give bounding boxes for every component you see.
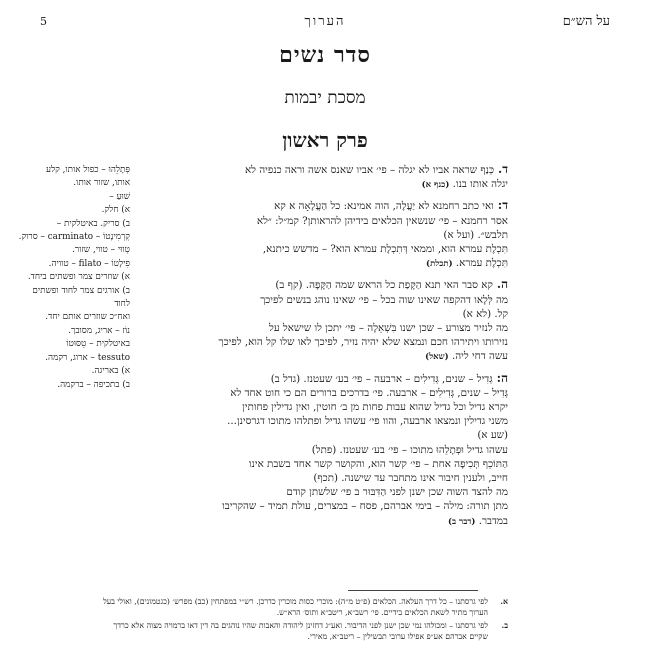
entry-line-text: קא סבר האי תנא הַקָּפַת כל הראש שמה הַקָּפָה. (קף ב)	[275, 279, 493, 292]
running-header	[40, 12, 610, 30]
footnote-divider	[348, 590, 478, 591]
entry-line	[138, 307, 508, 321]
side-note: באיטלקית – טֵסּוּטוֹ	[66, 339, 130, 350]
entry-line	[138, 256, 508, 271]
side-note: טְווּי – טווי, שזור.	[72, 245, 130, 256]
side-note: א) שוזרים צמר ופשתים ביחד.	[27, 272, 130, 283]
footnotes-section	[98, 596, 508, 644]
entry-line-text: (שע א)	[477, 429, 508, 442]
entry-line-text: גְּדִיל – שנים, גְּדִילִים – ארבעה. פי׳ בדרכים ברורים הם כי חוט אחד לא	[230, 386, 508, 399]
entry-line-text: יגלה אותו בנו.	[452, 178, 508, 191]
entry-folio-marker: ה:	[496, 370, 508, 385]
entry-line-text: הַתּוֹכֵף תְּכִיפָה אחת – פי׳ קשר הוא, והקושר קשר אחד בשבת אינו	[248, 457, 508, 470]
footnote-mark: א.	[500, 597, 508, 606]
entry-line	[138, 177, 508, 192]
entry-line	[138, 514, 508, 529]
entry-line-text: קל. (לא א)	[462, 307, 508, 320]
side-note: אותו, שזור אותו.	[73, 178, 130, 189]
side-note: שׁוּעַ –	[109, 191, 130, 202]
entry-source-ref: (תכלת)	[426, 259, 453, 270]
entry-line	[138, 214, 508, 228]
entry-line	[138, 457, 508, 471]
entry-line	[138, 228, 508, 242]
side-note: נוֹז – אריג, מסובך.	[68, 325, 130, 336]
entry-source-ref: (שאל)	[425, 352, 449, 363]
side-note: פִילָטוֹ – filato – טוויה.	[48, 258, 130, 269]
tractate-title: מסכת יבמות	[284, 88, 366, 108]
footnote	[98, 596, 508, 618]
entry-line-text: במדבר.	[478, 514, 508, 527]
entry-line	[138, 428, 508, 442]
entry-line	[138, 277, 508, 292]
footnote	[98, 620, 508, 642]
entry-line-text: מתן תורה: מילה – בימי אברהם, פסח – במצרים, עולת תמיד – שהקריבו	[222, 500, 508, 513]
header-center-title: הערוך	[304, 14, 346, 29]
entry-line-text: עשהו גדיל וּפְתָלֵהוּ מתוכו – פי׳ בע׳ שעטנז. (פתל)	[311, 443, 508, 456]
side-note: tessuto – ארוג, רקמה.	[45, 352, 130, 363]
side-note: ואח״כ שוזרים אותם יחד.	[45, 312, 130, 323]
entry-line-text: נזירותו ויתירהו חכם ונמצא שלא יהיה נזיר, לפיכך לאו שלו קל הוא, לפיכך	[218, 336, 508, 349]
entry-line	[138, 400, 508, 414]
entry-line-text: גְּדִיל – שנים, גְּדִילִים – ארבעה – פי׳ בע׳ שעטנז. (גדל ב)	[270, 372, 493, 385]
side-note: א) חלק.	[101, 205, 130, 216]
entry	[138, 371, 508, 529]
footnote-text: לפי גרסתנו – ומכולהו נמי שכן ישנן לפני הדיבור. ואע״ג דחזינן ליהודה והאבות שהיו נוהגים בה דין דאו ברמויה מצוה אלא כרדך שקיים אברהם אע״פ אפילו ערובי תבשילין – ריטב״א, מאירי.	[113, 621, 488, 641]
entry	[138, 198, 508, 271]
entry	[138, 277, 508, 364]
entry-source-ref: (כנף א)	[421, 180, 450, 191]
entry-line-text: מה לְּלָאו דהקפה שאינו שוה בכל – פי׳ שאינו נוהג בנשים לפיכך	[260, 293, 508, 306]
entry-line-text: תִּכְלֶת עמרא.	[455, 257, 508, 270]
entry-line	[138, 198, 508, 213]
footnote-text: לפי גרסתנו – כל דרך העלאה. הכלאים (פ״ט מ״ה): מוכרי כסות מוכרין כדרכן. רש״י במפתחין (כב) מפרש׳ (כגטמונים), ואולי בעל הערוך מתיר לשאת הכלאים בידיים. פי׳ רשב״א, ריטב״א ותוס׳ הרא״ש.	[103, 597, 488, 617]
entry-line-text: מה לנזיר מצורע – שכן ישנו בִּשְׁאֵלָה – פי׳ יתכן לו שישאל על	[269, 322, 508, 335]
entry-line	[138, 485, 508, 499]
page-number: 5	[40, 14, 47, 28]
entry-line-text: משני גדילין ונמצאו ארבעה, והוו פי׳ עשהו גדיל ופתלהו מתוכו דגרסינן...	[227, 415, 508, 428]
entry-line-text: כְּנַף שראה אביו לא יגלה – פי׳ אביו שאנס אשה וראה כנפיה לא	[244, 164, 495, 176]
entry-source-ref: (דבר ב)	[447, 516, 476, 527]
entry-line	[138, 162, 508, 177]
entry-line-text: עשה דחי ליה.	[451, 350, 508, 363]
entry-line	[138, 293, 508, 307]
entry-line-text: ואי כתב רחמנא לא יַעֲלֶה, הוה אמינא: כל הַעֲלָאָה א קא	[274, 200, 494, 213]
side-note: א) באריגה.	[91, 366, 130, 377]
entry-line-text: תִּכְלֶת עמרא הוא, וממאי דְּתִכְלֶת עמרא הוא? – מדשש כיתנא,	[262, 243, 508, 256]
entry-line	[138, 335, 508, 349]
entry-line	[138, 349, 508, 364]
order-title: סדר נשים	[279, 42, 371, 68]
entry-folio-marker: ה.	[496, 277, 508, 292]
entry-line	[138, 242, 508, 256]
entry-line	[138, 321, 508, 335]
header-right-text: על הש״ם	[562, 14, 610, 29]
entry-line	[138, 471, 508, 485]
entry-line	[138, 386, 508, 400]
entry-line	[138, 371, 508, 386]
entry	[138, 162, 508, 192]
main-text-column	[138, 162, 508, 535]
entry-line-text: אסר רחמנא – פי׳ שנשאין הכלאים בידיהן להראותן? קמ״ל: ״לא	[256, 214, 508, 227]
entry-line-text: תלבש״. (ועל א)	[443, 228, 508, 241]
side-note: ב) סריק. באיטלקית –	[56, 218, 130, 229]
footnote-mark: ב.	[501, 621, 508, 630]
entry-line-text: יקרא גדיל וכל גדיל שהוא עבות פחות מן ב׳ חוטין, ואין גדילין פחותין	[242, 401, 508, 414]
side-glossary-column	[18, 164, 130, 392]
entry-line	[138, 414, 508, 428]
side-note: ב) בתכיפה – ברקמה.	[57, 379, 130, 390]
entry-folio-marker: ד.	[498, 162, 508, 176]
entry-line-text: מה להצד השוה שכן ישנן לפני הַדִּבּוּר ב פי׳ שלשתן קודם	[286, 486, 508, 499]
entry-line	[138, 499, 508, 513]
entry-folio-marker: ד:	[497, 198, 508, 213]
side-note: פְּתָלֵהוּ – כפול אותו, קלע	[46, 165, 130, 175]
side-note: קְרְמִינָטוֹ – carminato – סרוק.	[18, 232, 130, 243]
chapter-title: פרק ראשון	[282, 128, 368, 152]
entry-line	[138, 443, 508, 457]
side-note: ב) אורגים צמר לחוד ופשתים לחוד	[32, 285, 130, 310]
entry-line-text: חייב, ולענין חיבור אינו מתחבר עד שישנה. (תכף)	[313, 472, 508, 485]
